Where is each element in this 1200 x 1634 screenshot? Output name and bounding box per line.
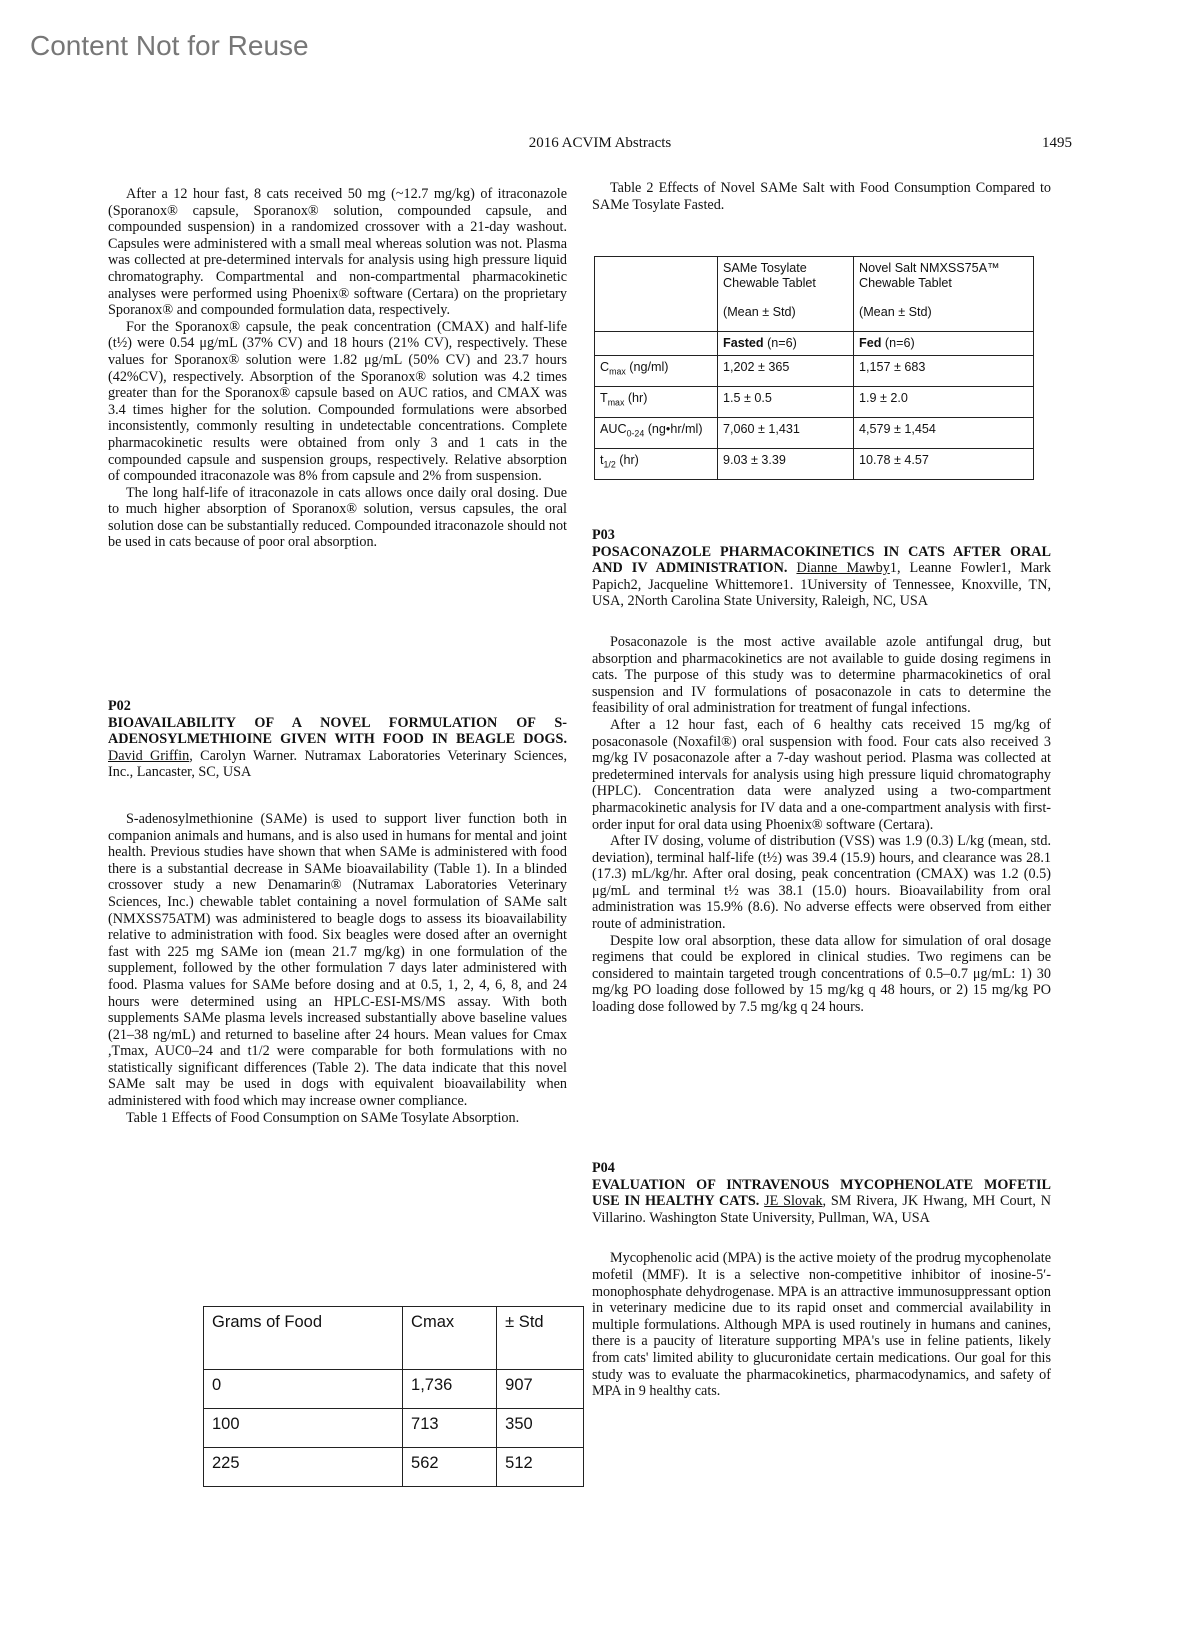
col-header-line: (Mean ± Std) [859, 305, 932, 319]
body-paragraph: Despite low oral absorption, these data allow for simulation of oral dosage regimens that could be explored in clinical studies. Two regimens can be considered to maintain targeted trough concentrations of 0.5–0.7 μg/mL: 1) 30 mg/kg PO loading dose followed by 15 mg/kg q 48 hours, or 2) 15 mg/kg PO loading dose followed by 7.5 mg/kg q 24 hours. [592, 932, 1051, 1016]
presenting-author: JE Slovak [764, 1193, 823, 1210]
table-cell: 1,157 ± 683 [854, 356, 1034, 387]
table-cell: 7,060 ± 1,431 [718, 418, 854, 449]
table-cell [595, 356, 718, 387]
table-header-cell: Cmax [403, 1307, 497, 1370]
table-cell [595, 332, 718, 356]
param-base: AUC [600, 422, 627, 436]
param-sub: 0-24 [626, 428, 645, 439]
table-cell [595, 449, 718, 480]
col-header-line: Chewable Tablet [859, 276, 952, 290]
table-row [595, 356, 1034, 387]
table-header-cell [718, 257, 854, 332]
author-affiliation: , Carolyn Warner. Nutramax Laboratories Veterinary Sciences, Inc., Lancaster, SC, USA [108, 747, 567, 781]
table-cell: 713 [403, 1409, 497, 1448]
table-cell: 1,736 [403, 1370, 497, 1409]
abstract-id: P02 [108, 698, 131, 714]
param-unit: (hr) [615, 453, 639, 467]
table-row [595, 387, 1034, 418]
table-header-cell [595, 257, 718, 332]
table-cell: 1,202 ± 365 [718, 356, 854, 387]
abstract-title [592, 1177, 1051, 1227]
col-header-line: Chewable Tablet [723, 276, 816, 290]
body-paragraph: Posaconazole is the most active available azole antifungal drug, but absorption and pharmacokinetics are not available to guide dosing regimens in cats. The purpose of this study was to determine pharmacokinetics of oral suspension and IV formulations of posaconazole in cats to determine the feasibility of oral administration for treatment of fungal infections. [592, 633, 1051, 717]
abstract-title [592, 544, 1051, 610]
table-header-cell: ± Std [497, 1307, 584, 1370]
param-base: C [600, 360, 610, 374]
abstract-p04 [592, 1160, 1051, 1400]
table-cell: 907 [497, 1370, 584, 1409]
col-header-line: SAMe Tosylate [723, 261, 807, 275]
table-header-cell [854, 257, 1034, 332]
abstract-title-text: BIOAVAILABILITY OF A NOVEL FORMULATION OF S-ADENOSYLMETHIOINE GIVEN WITH FOOD IN BEAGLE DOGS. [108, 714, 567, 748]
condition-n: (n=6) [763, 336, 797, 350]
condition-label: Fed [859, 336, 882, 350]
abstract-p03 [592, 527, 1051, 1016]
table-caption: Table 1 Effects of Food Consumption on SAMe Tosylate Absorption. [126, 1109, 520, 1126]
col-header-line: Novel Salt NMXSS75A™ [859, 261, 1000, 275]
page-number: 1495 [1042, 135, 1072, 151]
watermark-text: Content Not for Reuse [30, 30, 309, 61]
table-cell: 1.5 ± 0.5 [718, 387, 854, 418]
table-row [204, 1409, 584, 1448]
body-paragraph: After a 12 hour fast, 8 cats received 50 mg (~12.7 mg/kg) of itraconazole (Sporanox® capsule, Sporanox® solution, compounded capsule, and compounded suspension) in a randomized crossover with a 21-day washout. Capsules were administered with a small meal whereas solution was not. Plasma was collected at pre-determined intervals for analysis using high pressure liquid chromatography. Compartmental and non-compartmental pharmacokinetic analyses were performed using Phoenix® software (Certara) on the proprietary Sporanox® and compounded formulation data, respectively. [108, 186, 567, 319]
table-cell: 512 [497, 1448, 584, 1487]
table-header-cell: Grams of Food [204, 1307, 403, 1370]
table-1 [203, 1306, 584, 1487]
table-cell: 562 [403, 1448, 497, 1487]
col-header-line: (Mean ± Std) [723, 305, 796, 319]
abstract-id: P03 [592, 527, 615, 543]
journal-title: 2016 ACVIM Abstracts [528, 135, 672, 151]
table-cell: 9.03 ± 3.39 [718, 449, 854, 480]
body-paragraph: After IV dosing, volume of distribution (VSS) was 1.9 (0.3) L/kg (mean, std. deviation), terminal half-life (t½) was 39.4 (15.9) hours, and clearance was 28.1 (17.3) mL/kg/hr. After oral dosing, peak concentration (CMAX) was 1.2 (0.5) μg/mL and terminal t½ was 38.1 (15.0) hours. Bioavailability from oral administration was 15.9% (8.6). No adverse effects were observed from either route of administration. [592, 833, 1051, 933]
table-row [595, 449, 1034, 480]
param-unit: (ng•hr/ml) [644, 422, 703, 436]
table-cell [595, 418, 718, 449]
table-cell: 1.9 ± 2.0 [854, 387, 1034, 418]
param-base: T [600, 391, 608, 405]
param-base: t [600, 453, 604, 467]
table-caption: Table 2 Effects of Novel SAMe Salt with Food Consumption Compared to SAMe Tosylate Fasted. [592, 180, 1051, 213]
author-affiliation: 1, Leanne Fowler1, Mark Papich2, Jacqueline Whittemore1. 1University of Tennessee, Knoxville, TN, USA, 2North Carolina State University, Raleigh, NC, USA [592, 560, 1051, 610]
table-cell: 4,579 ± 1,454 [854, 418, 1034, 449]
table-2 [594, 256, 1034, 480]
table-cell [854, 332, 1034, 356]
abstract-p02 [108, 698, 567, 1126]
table-cell: 10.78 ± 4.57 [854, 449, 1034, 480]
table-cell: 100 [204, 1409, 403, 1448]
table-row [204, 1370, 584, 1409]
body-paragraph: After a 12 hour fast, each of 6 healthy cats received 15 mg/kg of posaconasole (Noxafil®) oral suspension with food. Four cats also received 3 mg/kg IV posaconazole after a 7-day washout period. Plasma was collected at predetermined intervals for analysis using high pressure liquid chromatography (HPLC). Concentration data were analyzed using a two-compartment pharmacokinetic analysis for IV data and a one-compartment analysis with first-order input for oral data using Phoenix® software (Certara). [592, 716, 1051, 833]
table-cell: 225 [204, 1448, 403, 1487]
param-sub: max [607, 397, 625, 408]
param-unit: (hr) [624, 391, 648, 405]
param-sub: 1/2 [603, 459, 616, 470]
body-paragraph: Mycophenolic acid (MPA) is the active moiety of the prodrug mycophenolate mofetil (MMF). It is a selective non-competitive inhibitor of inosine-5′-monophosphate dehydrogenase. MPA is an attractive immunosuppressant option in veterinary medicine due to its rapid onset and commercial availability in multiple formulations. Although MPA is used routinely in humans and canines, there is a paucity of literature supporting MPA's use in feline patients, likely from cats' limited ability to glucuronidate certain medications. Our goal for this study was to evaluate the pharmacokinetics, pharmacodynamics, and safety of MPA in 9 healthy cats. [592, 1250, 1051, 1400]
table-row [595, 418, 1034, 449]
abstract-title-text: EVALUATION OF INTRAVENOUS MYCOPHENOLATE MOFETIL USE IN HEALTHY CATS. [592, 1176, 1051, 1210]
abstract-title-text: POSACONAZOLE PHARMACOKINETICS IN CATS AFTER ORAL AND IV ADMINISTRATION. [592, 543, 1051, 577]
author-affiliation: , SM Rivera, JK Hwang, MH Court, N Villarino. Washington State University, Pullman, WA, USA [592, 1193, 1051, 1226]
body-paragraph: S-adenosylmethionine (SAMe) is used to support liver function both in companion animals and humans, and is also used in humans for mental and joint health. Previous studies have shown that when SAMe is administered with food there is a substantial decrease in SAMe bioavailability (Table 1). In a blinded crossover study a new Denamarin® (Nutramax Laboratories Veterinary Sciences, Inc.) chewable tablet containing a novel formulation of SAMe salt (NMXSS75ATM) was administered to beagle dogs to assess its bioavailability relative to administration with food. Six beagles were dosed after an overnight fast with 225 mg SAMe ion (mean 21.7 mg/kg) in one formulation of the supplement, followed by the other formulation 7 days later administered with food. Plasma values for SAMe before dosing and at 0.5, 1, 2, 4, 6, 8, and 24 hours were determined using an HPLC-ESI-MS/MS assay. With both supplements SAMe plasma levels increased substantially above baseline values (21–38 ng/mL) and returned to baseline after 24 hours. Mean values for Cmax ,Tmax, AUC0–24 and t1/2 were comparable for both formulations with no statistically significant differences (Table 2). The data indicate that this novel SAMe salt may be used in dogs with equivalent bioavailability when administered with food which may increase owner compliance. [108, 810, 567, 1110]
param-sub: max [609, 366, 626, 377]
presenting-author: David Griffin [108, 747, 190, 764]
running-head [0, 135, 1200, 155]
table-2-caption-block [592, 180, 1051, 213]
left-column [108, 186, 567, 551]
table-cell [595, 387, 718, 418]
abstract-title [108, 715, 567, 781]
table-row [204, 1448, 584, 1487]
table-cell: 0 [204, 1370, 403, 1409]
body-paragraph: The long half-life of itraconazole in cats allows once daily oral dosing. Due to much higher absorption of Sporanox® solution, versus capsules, the oral solution dose can be substantially reduced. Compounded itraconazole should not be used in cats because of poor oral absorption. [108, 484, 567, 551]
body-paragraph: For the Sporanox® capsule, the peak concentration (CMAX) and half-life (t½) were 0.54 μg/mL (37% CV) and 18 hours (21% CV), respectively. These values for Sporanox® solution were 1.82 μg/mL (50% CV) and 23.7 hours (42%CV), respectively. Absorption of the Sporanox® solution was 4.2 times greater than for the Sporanox® capsule based on AUC ratios, and CMAX was 3.4 times higher for the solution. Compounded formulations were absorbed inconsistently, commonly resulting in undetectable concentrations. Complete pharmacokinetic results were obtained from only 3 and 1 cats in the compounded capsule and suspension groups, respectively. Relative absorption of compounded itraconazole was 8% from capsule and 2% from suspension. [108, 318, 567, 485]
condition-label: Fasted [723, 336, 764, 350]
abstract-id: P04 [592, 1160, 615, 1176]
table-cell: 350 [497, 1409, 584, 1448]
param-unit: (ng/ml) [625, 360, 669, 374]
condition-n: (n=6) [881, 336, 915, 350]
presenting-author: Dianne Mawby [796, 560, 890, 577]
table-cell [718, 332, 854, 356]
